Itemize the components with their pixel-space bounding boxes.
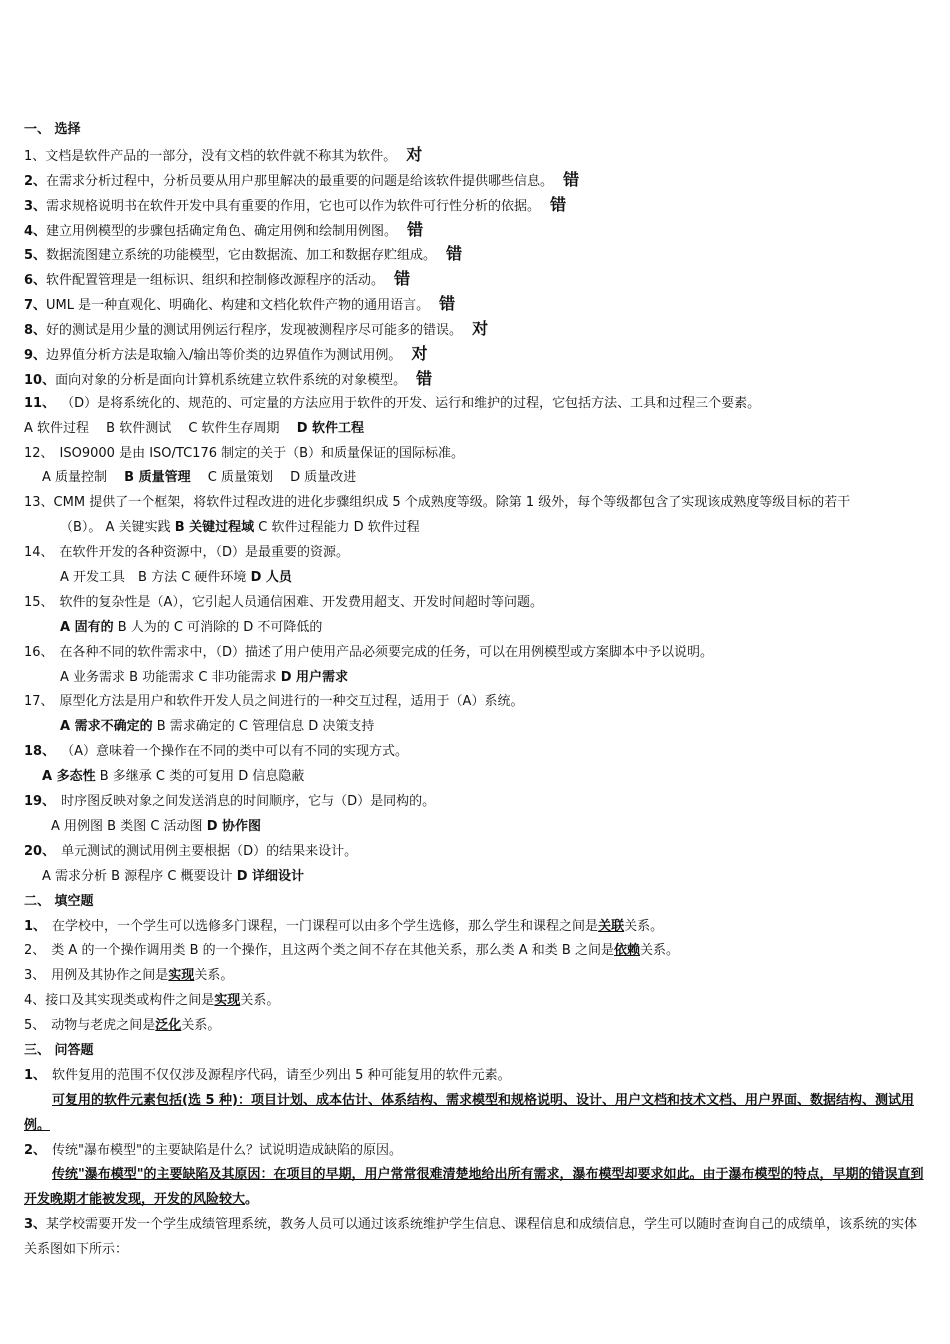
- question-9: 9、边界值分析方法是取输入/输出等价类的边界值作为测试用例。 对: [24, 344, 428, 364]
- fill-item-1: 1、 在学校中，一个学生可以选修多门课程，一门课程可以由多个学生选修，那么学生和课程之间是关联关系。: [24, 918, 664, 934]
- question-18: 18、 （A）意味着一个操作在不同的类中可以有不同的实现方式。: [24, 744, 408, 760]
- fill-answer: 泛化: [155, 1018, 182, 1034]
- fill-item-2: 2、 类 A 的一个操作调用类 B 的一个操作，且这两个类之间不存在其他关系，那么类 A 和类 B 之间是依赖关系。: [24, 943, 679, 959]
- answer-verdict: 对: [472, 319, 489, 339]
- qa-answer-1: 可复用的软件元素包括(选 5 种)：项目计划、成本估计、体系结构、需求模型和规格说明、设计、用户文档和技术文档、用户界面、数据结构、测试用例。: [24, 1092, 914, 1133]
- section-heading-fill: 二、 填空题: [24, 893, 94, 909]
- question-16-options: A 业务需求 B 功能需求 C 非功能需求 D 用户需求: [60, 669, 349, 685]
- answer: B 关键过程域: [174, 520, 255, 536]
- answer: A 需求不确定的: [60, 719, 153, 735]
- question-3: 3、需求规格说明书在软件开发中具有重要的作用，它也可以作为软件可行性分析的依据。 错: [24, 194, 567, 214]
- question-19: 19、 时序图反映对象之间发送消息的时间顺序，它与（D）是同构的。: [24, 794, 436, 810]
- answer-verdict: 错: [439, 294, 456, 314]
- answer: D 用户需求: [280, 669, 349, 685]
- question-20-options: A 需求分析 B 源程序 C 概要设计 D 详细设计: [42, 868, 305, 884]
- answer: D 协作图: [206, 818, 262, 834]
- question-8: 8、好的测试是用少量的测试用例运行程序，发现被测程序尽可能多的错误。 对: [24, 319, 489, 339]
- answer-verdict: 错: [407, 219, 424, 239]
- qa-question-2: 2、 传统"瀑布模型"的主要缺陷是什么？试说明造成缺陷的原因。: [24, 1142, 403, 1158]
- qa-answer-2: 传统"瀑布模型"的主要缺陷及其原因：在项目的早期，用户常常很难清楚地给出所有需求，瀑布模型却要求如此。由于瀑布模型的特点，早期的错误直到开发晚期才能被发现，开发的风险较大。: [24, 1167, 924, 1208]
- answer-verdict: 错: [416, 368, 433, 388]
- question-6: 6、软件配置管理是一组标识、组织和控制修改源程序的活动。 错: [24, 269, 411, 289]
- fill-answer: 实现: [168, 968, 195, 984]
- answer-verdict: 错: [446, 244, 463, 264]
- answer-verdict: 对: [411, 344, 428, 364]
- answer: A 多态性: [42, 769, 96, 785]
- answer: A 固有的: [60, 619, 114, 635]
- fill-item-4: 4、接口及其实现类或构件之间是实现关系。: [24, 993, 280, 1009]
- question-12: 12、 ISO9000 是由 ISO/TC176 制定的关于（B）和质量保证的国际标准。: [24, 445, 465, 461]
- answer: B 质量管理: [124, 470, 191, 486]
- question-20: 20、 单元测试的测试用例主要根据（D）的结果来设计。: [24, 843, 358, 859]
- question-18-options: A 多态性 B 多继承 C 类的可复用 D 信息隐蔽: [42, 769, 305, 785]
- question-7: 7、UML 是一种直观化、明确化、构建和文档化软件产物的通用语言。 错: [24, 294, 456, 314]
- question-13-continued: （B）。 A 关键实践 B 关键过程域 C 软件过程能力 D 软件过程: [60, 520, 420, 536]
- true-false-list: [24, 143, 928, 392]
- fill-item-5: 5、 动物与老虎之间是泛化关系。: [24, 1018, 221, 1034]
- fill-answer: 依赖: [613, 943, 640, 959]
- question-2: 2、在需求分析过程中，分析员要从用户那里解决的最重要的问题是给该软件提供哪些信息。 错: [24, 169, 580, 189]
- question-1: 1、文档是软件产品的一部分，没有文档的软件就不称其为软件。 对: [24, 144, 423, 164]
- question-15-options: A 固有的 B 人为的 C 可消除的 D 不可降低的: [60, 619, 323, 635]
- answer: D 软件工程: [296, 420, 365, 436]
- fill-answer: 实现: [214, 993, 241, 1009]
- question-11-options: A 软件过程 B 软件测试 C 软件生存周期 D 软件工程: [24, 420, 365, 436]
- question-17-options: A 需求不确定的 B 需求确定的 C 管理信息 D 决策支持: [60, 719, 375, 735]
- answer-verdict: 错: [394, 269, 411, 289]
- answer-verdict: 错: [563, 169, 580, 189]
- question-11: 11、 （D）是将系统化的、规范的、可定量的方法应用于软件的开发、运行和维护的过程，它包括方法、工具和过程三个要素。: [24, 395, 761, 411]
- answer-verdict: 对: [406, 144, 423, 164]
- question-15: 15、 软件的复杂性是（A），它引起人员通信困难、开发费用超支、开发时间超时等问题。: [24, 594, 543, 610]
- section-heading-choice: 一、 选择: [24, 122, 81, 137]
- section-heading-qa: 三、 问答题: [24, 1042, 94, 1058]
- answer-verdict: 错: [550, 194, 567, 214]
- question-14: 14、 在软件开发的各种资源中，（D）是最重要的资源。: [24, 545, 350, 561]
- question-12-options: A 质量控制 B 质量管理 C 质量策划 D 质量改进: [42, 470, 357, 486]
- qa-question-1: 1、 软件复用的范围不仅仅涉及源程序代码，请至少列出 5 种可能复用的软件元素。: [24, 1067, 511, 1083]
- question-4: 4、建立用例模型的步骤包括确定角色、确定用例和绘制用例图。 错: [24, 219, 424, 239]
- document-page: [24, 118, 928, 1263]
- fill-item-3: 3、 用例及其协作之间是实现关系。: [24, 968, 234, 984]
- question-19-options: A 用例图 B 类图 C 活动图 D 协作图: [51, 818, 262, 834]
- question-10: 10、面向对象的分析是面向计算机系统建立软件系统的对象模型。 错: [24, 368, 433, 388]
- question-5: 5、数据流图建立系统的功能模型，它由数据流、加工和数据存贮组成。 错: [24, 244, 463, 264]
- fill-answer: 关联: [598, 918, 625, 934]
- question-17: 17、 原型化方法是用户和软件开发人员之间进行的一种交互过程，适用于（A）系统。: [24, 694, 524, 710]
- answer: D 人员: [250, 570, 292, 586]
- answer: D 详细设计: [236, 868, 305, 884]
- qa-question-3: 3、某学校需要开发一个学生成绩管理系统，教务人员可以通过该系统维护学生信息、课程信息和成绩信息，学生可以随时查询自己的成绩单，该系统的实体关系图如下所示：: [24, 1217, 918, 1258]
- question-16: 16、 在各种不同的软件需求中，（D）描述了用户使用产品必须要完成的任务，可以在用例模型或方案脚本中予以说明。: [24, 644, 714, 660]
- question-13: 13、CMM 提供了一个框架，将软件过程改进的进化步骤组织成 5 个成熟度等级。除第 1 级外，每个等级都包含了实现该成熟度等级目标的若干: [24, 495, 851, 511]
- question-14-options: A 开发工具 B 方法 C 硬件环境 D 人员: [60, 570, 292, 586]
